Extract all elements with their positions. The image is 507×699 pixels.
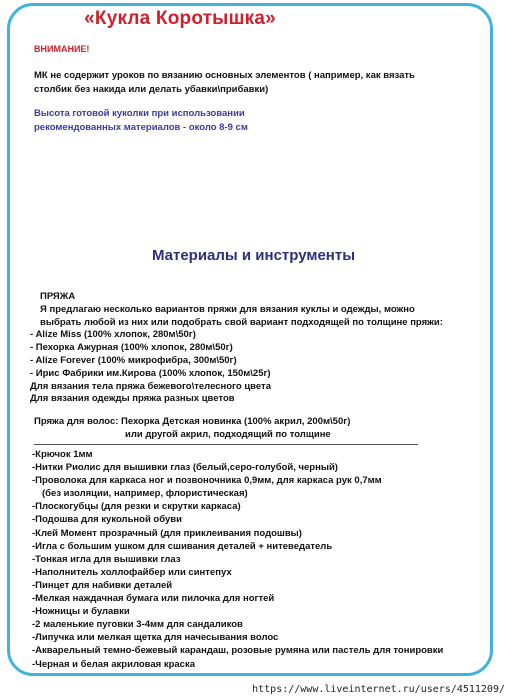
list-item: -Мелкая наждачная бумага или пилочка для ногтей — [32, 593, 275, 605]
yarn-line: - Пехорка Ажурная (100% хлопок, 280м\50г) — [30, 342, 233, 354]
list-item: -Клей Момент прозрачный (для приклеивания подошвы) — [32, 527, 302, 539]
list-item: -2 маленькие пуговки 3-4мм для сандаликов — [32, 619, 243, 631]
height-note-line: Высота готовой куколки при использовании — [34, 108, 245, 119]
yarn-heading: ПРЯЖА — [40, 291, 76, 302]
list-item: -Тонкая игла для вышивки глаз — [32, 553, 181, 565]
list-item: -Пинцет для набивки деталей — [32, 579, 173, 591]
list-item: -Ножницы и булавки — [32, 606, 130, 618]
list-item: -Нитки Риолис для вышивки глаз (белый,серо-голубой, черный) — [32, 462, 338, 474]
hair-yarn-note — [34, 415, 494, 441]
list-item: -Липучка или мелкая щетка для начесывания волос — [32, 632, 279, 644]
materials-heading: Материалы и инструменты — [151, 247, 356, 264]
height-note-line: рекомендованных материалов - около 8-9 см — [34, 122, 248, 133]
list-item: -Проволока для каркаса ног и позвоночника 0,9мм, для каркаса рук 0,7мм — [32, 475, 382, 487]
list-item: -Наполнитель холлофайбер или синтепух — [32, 566, 232, 578]
list-item: -Акварельный темно-бежевый карандаш, розовые румяна или пастель для тонировки — [32, 645, 444, 657]
warning-label: ВНИМАНИЕ! — [34, 44, 90, 54]
mk-note-line: столбик без накида или делать убавки\прибавки) — [34, 84, 269, 95]
page-title: «Кукла Коротышка» — [84, 8, 276, 29]
mk-note — [34, 69, 484, 97]
section-divider — [34, 444, 418, 445]
list-item: -Черная и белая акриловая краска — [32, 658, 195, 670]
list-item: (без изоляции, например, флористическая) — [42, 488, 248, 500]
yarn-section — [30, 291, 500, 406]
hair-yarn-line: или другой акрил, подходящий по толщине — [125, 429, 331, 440]
list-item: -Подошва для кукольной обуви — [32, 514, 182, 526]
yarn-line: - Alize Forever (100% микрофибра, 300м\50г) — [30, 354, 237, 366]
yarn-line: Я предлагаю несколько вариантов пряжи для вязания куклы и одежды, можно — [40, 303, 415, 315]
yarn-line: - Ирис Фабрики им.Кирова (100% хлопок, 150м\25г) — [30, 367, 271, 379]
list-item: -Игла с большим ушком для сшивания деталей + нитеведатель — [32, 540, 333, 552]
yarn-line: Для вязания одежды пряжа разных цветов — [30, 393, 235, 405]
hair-yarn-line: Пряжа для волос: Пехорка Детская новинка (100% акрил, 200м\50г) — [34, 416, 351, 427]
mk-note-line: МК не содержит уроков по вязанию основных элементов ( например, как вязать — [34, 70, 415, 81]
yarn-line: Для вязания тела пряжа бежевого\телесного цвета — [30, 380, 271, 392]
yarn-line: выбрать любой из них или подобрать свой вариант подходящей по толщине пряжи: — [40, 316, 443, 328]
tools-list — [32, 448, 502, 671]
source-url: https://www.liveinternet.ru/users/4511209/ — [252, 684, 505, 695]
height-note — [34, 107, 484, 135]
list-item: -Крючок 1мм — [32, 449, 93, 460]
list-item: -Плоскогубцы (для резки и скрутки каркаса) — [32, 501, 241, 513]
yarn-line: - Alize Miss (100% хлопок, 280м\50г) — [30, 329, 196, 341]
